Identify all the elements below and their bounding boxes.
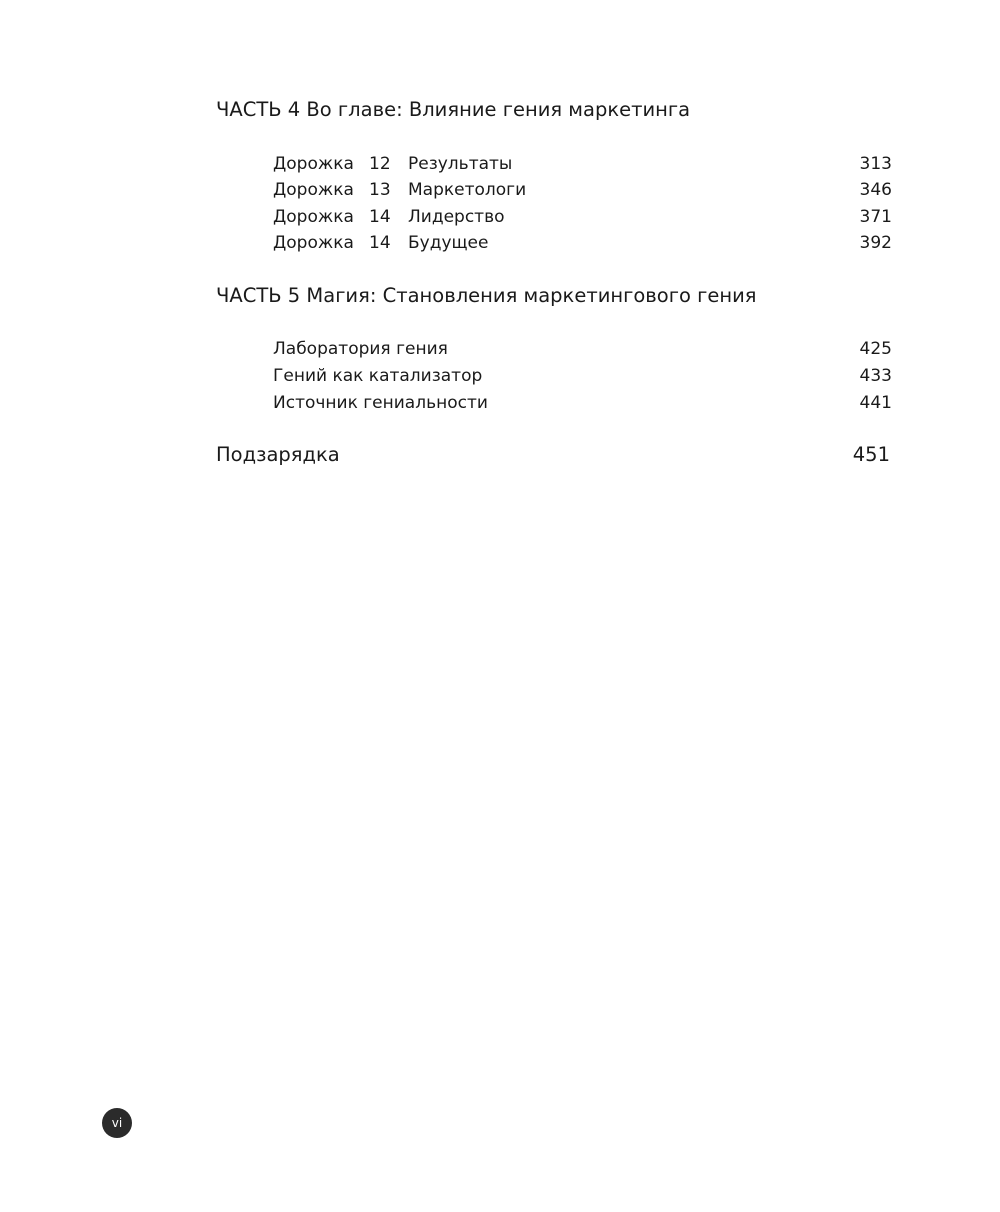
track-number: 13 bbox=[369, 180, 391, 200]
entry-title: Источник гениальности bbox=[273, 393, 488, 413]
page-number: 313 bbox=[859, 154, 892, 174]
toc-entry-genius-lab bbox=[273, 336, 892, 363]
track-title: Лидерство bbox=[408, 207, 505, 227]
entry-title: Подзарядка bbox=[216, 443, 340, 466]
track-label: Дорожка bbox=[273, 207, 354, 227]
part5-heading: ЧАСТЬ 5 Магия: Становления маркетингового гения bbox=[216, 284, 757, 307]
track-label: Дорожка bbox=[273, 180, 354, 200]
toc-entry-track-14-leadership bbox=[273, 204, 892, 230]
track-number: 12 bbox=[369, 154, 391, 174]
page-number: 425 bbox=[859, 339, 892, 359]
track-label: Дорожка bbox=[273, 154, 354, 174]
toc-entry-genius-source bbox=[273, 390, 892, 417]
track-number: 14 bbox=[369, 233, 391, 253]
track-title: Результаты bbox=[408, 154, 513, 174]
toc-entry-recharge bbox=[216, 441, 890, 469]
page-number: 371 bbox=[859, 207, 892, 227]
page-number: 392 bbox=[859, 233, 892, 253]
page-number: 346 bbox=[859, 180, 892, 200]
part4-heading: ЧАСТЬ 4 Во главе: Влияние гения маркетинга bbox=[216, 98, 691, 121]
page-number: 441 bbox=[859, 393, 892, 413]
toc-entry-genius-catalyst bbox=[273, 363, 892, 390]
page-number-badge: vi bbox=[102, 1108, 132, 1138]
toc-entry-track-12 bbox=[273, 151, 892, 177]
track-label: Дорожка bbox=[273, 233, 354, 253]
page-number: 451 bbox=[852, 443, 890, 466]
track-title: Будущее bbox=[408, 233, 489, 253]
entry-title: Лаборатория гения bbox=[273, 339, 448, 359]
toc-entry-track-14-future bbox=[273, 230, 892, 256]
toc-entry-track-13 bbox=[273, 177, 892, 203]
track-number: 14 bbox=[369, 207, 391, 227]
page-number: 433 bbox=[859, 366, 892, 386]
entry-title: Гений как катализатор bbox=[273, 366, 483, 386]
track-title: Маркетологи bbox=[408, 180, 527, 200]
